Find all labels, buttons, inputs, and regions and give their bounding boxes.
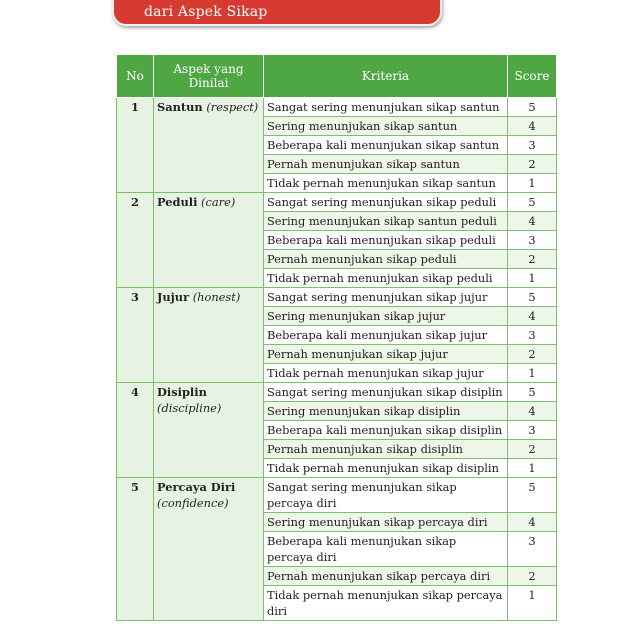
criteria-cell: Pernah menunjukan sikap percaya diri <box>264 567 508 586</box>
criteria-cell: Beberapa kali menunjukan sikap peduli <box>264 231 508 250</box>
score-cell: 5 <box>508 478 557 513</box>
aspect-english-name: (honest) <box>192 290 241 304</box>
aspect-cell <box>154 288 264 383</box>
score-cell: 3 <box>508 231 557 250</box>
score-cell: 5 <box>508 288 557 307</box>
criteria-cell: Sangat sering menunjukan sikap peduli <box>264 193 508 212</box>
criteria-cell: Sering menunjukan sikap santun <box>264 117 508 136</box>
score-cell: 2 <box>508 440 557 459</box>
score-cell: 4 <box>508 513 557 532</box>
aspect-name: Santun <box>157 100 203 114</box>
aspect-number: 5 <box>117 478 154 621</box>
criteria-cell: Sangat sering menunjukan sikap jujur <box>264 288 508 307</box>
score-cell: 2 <box>508 155 557 174</box>
score-cell: 4 <box>508 212 557 231</box>
criteria-cell: Tidak pernah menunjukan sikap jujur <box>264 364 508 383</box>
score-cell: 1 <box>508 586 557 621</box>
assessment-rubric-table <box>116 54 557 621</box>
aspect-number: 1 <box>117 98 154 193</box>
aspect-name: Percaya Diri <box>157 480 236 494</box>
score-cell: 5 <box>508 98 557 117</box>
score-cell: 4 <box>508 117 557 136</box>
aspect-cell <box>154 383 264 478</box>
criteria-cell: Beberapa kali menunjukan sikap percaya diri <box>264 532 508 567</box>
score-cell: 1 <box>508 174 557 193</box>
criteria-cell: Tidak pernah menunjukan sikap percaya diri <box>264 586 508 621</box>
section-banner <box>112 0 442 26</box>
aspect-cell <box>154 478 264 621</box>
criteria-cell: Sangat sering menunjukan sikap disiplin <box>264 383 508 402</box>
criteria-cell: Beberapa kali menunjukan sikap santun <box>264 136 508 155</box>
criteria-cell: Sering menunjukan sikap santun peduli <box>264 212 508 231</box>
table-body <box>117 98 557 621</box>
aspect-number: 3 <box>117 288 154 383</box>
criteria-cell: Sering menunjukan sikap jujur <box>264 307 508 326</box>
score-cell: 2 <box>508 567 557 586</box>
criteria-cell: Beberapa kali menunjukan sikap disiplin <box>264 421 508 440</box>
aspect-cell <box>154 98 264 193</box>
criteria-cell: Sangat sering menunjukan sikap santun <box>264 98 508 117</box>
table-row <box>117 98 557 117</box>
aspect-english-name: (discipline) <box>157 401 222 415</box>
table-row <box>117 288 557 307</box>
header-criteria: Kriteria <box>264 55 508 98</box>
aspect-name: Disiplin <box>157 385 207 399</box>
aspect-name: Peduli <box>157 195 198 209</box>
score-cell: 1 <box>508 269 557 288</box>
criteria-cell: Tidak pernah menunjukan sikap peduli <box>264 269 508 288</box>
score-cell: 3 <box>508 421 557 440</box>
criteria-cell: Sering menunjukan sikap disiplin <box>264 402 508 421</box>
score-cell: 3 <box>508 136 557 155</box>
table-row <box>117 478 557 513</box>
score-cell: 4 <box>508 307 557 326</box>
criteria-cell: Pernah menunjukan sikap santun <box>264 155 508 174</box>
aspect-number: 2 <box>117 193 154 288</box>
aspect-english-name: (respect) <box>206 100 259 114</box>
score-cell: 5 <box>508 383 557 402</box>
criteria-cell: Tidak pernah menunjukan sikap santun <box>264 174 508 193</box>
score-cell: 2 <box>508 250 557 269</box>
banner-title: dari Aspek Sikap <box>144 4 268 20</box>
aspect-english-name: (confidence) <box>157 496 229 510</box>
criteria-cell: Sering menunjukan sikap percaya diri <box>264 513 508 532</box>
score-cell: 4 <box>508 402 557 421</box>
header-score: Score <box>508 55 557 98</box>
score-cell: 5 <box>508 193 557 212</box>
table-header-row <box>117 55 557 98</box>
criteria-cell: Sangat sering menunjukan sikap percaya diri <box>264 478 508 513</box>
criteria-cell: Pernah menunjukan sikap peduli <box>264 250 508 269</box>
aspect-english-name: (care) <box>201 195 236 209</box>
aspect-number: 4 <box>117 383 154 478</box>
header-aspect: Aspek yang Dinilai <box>154 55 264 98</box>
score-cell: 3 <box>508 532 557 567</box>
score-cell: 3 <box>508 326 557 345</box>
aspect-cell <box>154 193 264 288</box>
score-cell: 2 <box>508 345 557 364</box>
criteria-cell: Tidak pernah menunjukan sikap disiplin <box>264 459 508 478</box>
score-cell: 1 <box>508 459 557 478</box>
criteria-cell: Beberapa kali menunjukan sikap jujur <box>264 326 508 345</box>
table-row <box>117 383 557 402</box>
criteria-cell: Pernah menunjukan sikap jujur <box>264 345 508 364</box>
header-no: No <box>117 55 154 98</box>
table-row <box>117 193 557 212</box>
score-cell: 1 <box>508 364 557 383</box>
aspect-name: Jujur <box>157 290 190 304</box>
criteria-cell: Pernah menunjukan sikap disiplin <box>264 440 508 459</box>
